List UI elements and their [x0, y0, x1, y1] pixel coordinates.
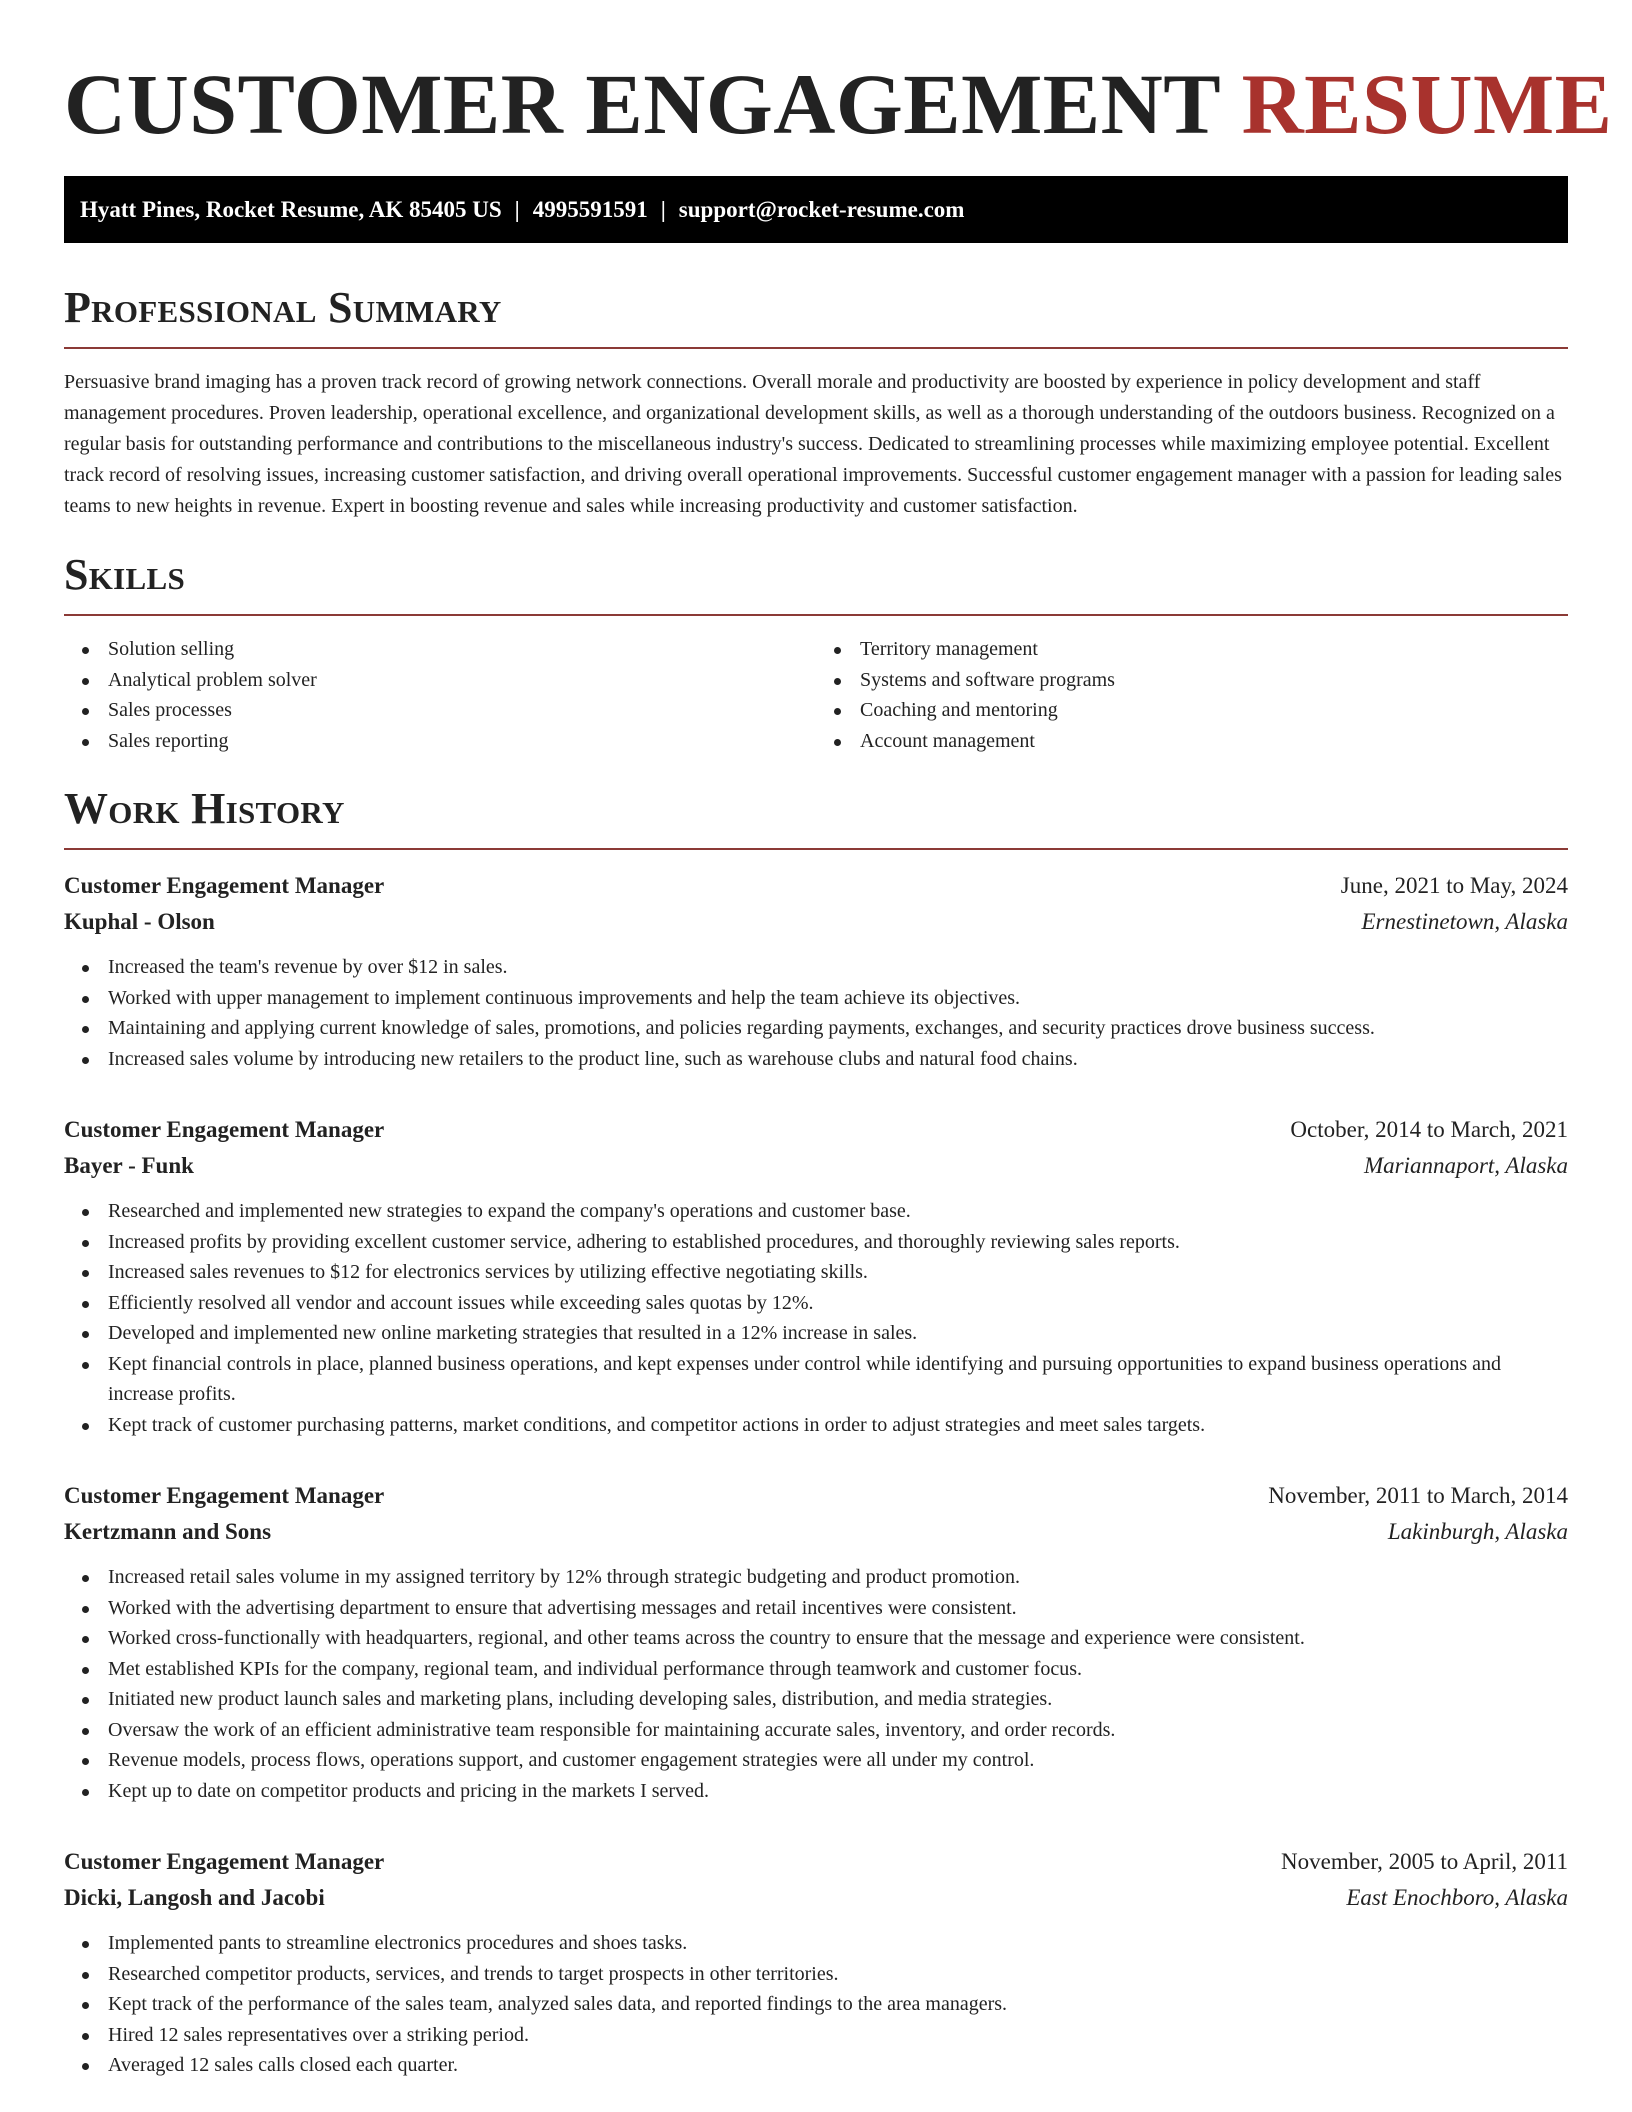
job-bullet: Hired 12 sales representatives over a striking period. — [64, 2020, 1568, 2051]
job-location: East Enochboro, Alaska — [1346, 1885, 1568, 1910]
job-dates: October, 2014 to March, 2021 — [1290, 1117, 1568, 1142]
skill-item: Systems and software programs — [816, 665, 1568, 696]
section-heading-summary: Professional Summary — [64, 283, 502, 332]
skill-item: Coaching and mentoring — [816, 695, 1568, 726]
job-bullets — [64, 952, 1568, 1074]
section-heading-work-history: Work History — [64, 784, 345, 833]
skill-item: Sales processes — [64, 695, 816, 726]
job-entry — [64, 868, 1568, 1074]
job-company: Kertzmann and Sons — [64, 1519, 272, 1544]
job-bullet: Increased sales revenues to $12 for electronics services by utilizing effective negotiating skills. — [64, 1257, 1568, 1288]
skills-section — [64, 550, 1568, 756]
contact-bar — [64, 176, 1568, 243]
skill-item: Analytical problem solver — [64, 665, 816, 696]
job-bullet: Met established KPIs for the company, regional team, and individual performance through teamwork and customer focus. — [64, 1654, 1568, 1685]
section-divider — [64, 347, 1568, 349]
job-company: Kuphal - Olson — [64, 909, 215, 934]
contact-separator: | — [660, 197, 666, 222]
section-divider — [64, 614, 1568, 616]
job-entry — [64, 1844, 1568, 2081]
title-accent: RESUME — [1241, 56, 1613, 152]
job-title-row — [64, 868, 1568, 904]
skill-item: Solution selling — [64, 634, 816, 665]
job-title: Customer Engagement Manager — [64, 1117, 385, 1142]
job-location: Lakinburgh, Alaska — [1387, 1519, 1568, 1544]
job-title: Customer Engagement Manager — [64, 873, 385, 898]
skill-item: Sales reporting — [64, 726, 816, 757]
job-bullet: Kept up to date on competitor products and pricing in the markets I served. — [64, 1776, 1568, 1807]
job-dates: June, 2021 to May, 2024 — [1340, 873, 1568, 898]
job-bullet: Increased profits by providing excellent customer service, adhering to established procedures, and thoroughly reviewing sales reports. — [64, 1227, 1568, 1258]
summary-text: Persuasive brand imaging has a proven track record of growing network connections. Overall morale and productivity are boosted by experience in policy development and staff management procedures. Proven leadership, operational excellence, and organizational development skills, as well as a thorough understanding of the outdoors business. Recognized on a regular basis for outstanding performance and contributions to the miscellaneous industry's success. Dedicated to streamlining processes while maximizing employee potential. Excellent track record of resolving issues, increasing customer satisfaction, and driving overall operational improvements. Successful customer engagement manager with a passion for leading sales teams to new heights in revenue. Expert in boosting revenue and sales while increasing productivity and customer satisfaction. — [64, 371, 1562, 517]
job-bullet: Oversaw the work of an efficient administrative team responsible for maintaining accurate sales, inventory, and order records. — [64, 1715, 1568, 1746]
job-title-row — [64, 1112, 1568, 1148]
skills-list-left — [64, 634, 816, 756]
skill-item: Account management — [816, 726, 1568, 757]
section-divider — [64, 848, 1568, 850]
job-company-row — [64, 1514, 1568, 1550]
title-main: CUSTOMER ENGAGEMENT — [64, 56, 1220, 152]
job-bullets — [64, 1562, 1568, 1806]
job-bullet: Increased retail sales volume in my assigned territory by 12% through strategic budgeting and product promotion. — [64, 1562, 1568, 1593]
job-bullet: Kept track of customer purchasing patterns, market conditions, and competitor actions in order to adjust strategies and meet sales targets. — [64, 1410, 1568, 1441]
job-bullet: Increased the team's revenue by over $12 in sales. — [64, 952, 1568, 983]
job-company-row — [64, 1880, 1568, 1916]
job-location: Mariannaport, Alaska — [1363, 1153, 1568, 1178]
job-entry — [64, 1112, 1568, 1440]
job-bullet: Worked with the advertising department to ensure that advertising messages and retail incentives were consistent. — [64, 1593, 1568, 1624]
job-company-row — [64, 1148, 1568, 1184]
job-bullet: Kept track of the performance of the sales team, analyzed sales data, and reported findings to the area managers. — [64, 1989, 1568, 2020]
job-location: Ernestinetown, Alaska — [1361, 909, 1568, 934]
contact-separator: | — [514, 197, 520, 222]
job-company: Bayer - Funk — [64, 1153, 194, 1178]
job-dates: November, 2011 to March, 2014 — [1268, 1483, 1568, 1508]
job-title-row — [64, 1844, 1568, 1880]
professional-summary-section — [64, 283, 1568, 522]
job-bullet: Maintaining and applying current knowledge of sales, promotions, and policies regarding payments, exchanges, and security practices drove business success. — [64, 1013, 1568, 1044]
contact-address: Hyatt Pines, Rocket Resume, AK 85405 US — [80, 197, 502, 222]
skills-list-right — [816, 634, 1568, 756]
job-entry — [64, 1478, 1568, 1806]
contact-phone[interactable]: 4995591591 — [532, 197, 648, 222]
resume-title — [64, 0, 1613, 156]
job-company: Dicki, Langosh and Jacobi — [64, 1885, 325, 1910]
job-title-row — [64, 1478, 1568, 1514]
job-bullet: Kept financial controls in place, planned business operations, and kept expenses under control while identifying and pursuing opportunities to expand business operations and increase profits. — [64, 1349, 1568, 1410]
job-dates: November, 2005 to April, 2011 — [1281, 1849, 1568, 1874]
contact-email[interactable]: support@rocket-resume.com — [678, 197, 965, 222]
job-title: Customer Engagement Manager — [64, 1849, 385, 1874]
job-bullet: Developed and implemented new online marketing strategies that resulted in a 12% increase in sales. — [64, 1318, 1568, 1349]
job-bullet: Worked with upper management to implement continuous improvements and help the team achieve its objectives. — [64, 983, 1568, 1014]
job-title: Customer Engagement Manager — [64, 1483, 385, 1508]
work-history-section — [64, 784, 1568, 2081]
job-company-row — [64, 904, 1568, 940]
job-bullet: Implemented pants to streamline electronics procedures and shoes tasks. — [64, 1928, 1568, 1959]
job-bullet: Initiated new product launch sales and marketing plans, including developing sales, distribution, and media strategies. — [64, 1684, 1568, 1715]
job-bullet: Increased sales volume by introducing new retailers to the product line, such as warehouse clubs and natural food chains. — [64, 1044, 1568, 1075]
section-heading-skills: Skills — [64, 550, 186, 599]
job-bullet: Researched competitor products, services, and trends to target prospects in other territories. — [64, 1959, 1568, 1990]
job-bullet: Revenue models, process flows, operations support, and customer engagement strategies were all under my control. — [64, 1745, 1568, 1776]
job-bullet: Averaged 12 sales calls closed each quarter. — [64, 2050, 1568, 2081]
job-bullet: Researched and implemented new strategies to expand the company's operations and customer base. — [64, 1196, 1568, 1227]
job-bullet: Efficiently resolved all vendor and account issues while exceeding sales quotas by 12%. — [64, 1288, 1568, 1319]
job-bullets — [64, 1928, 1568, 2081]
skills-columns — [64, 634, 1568, 756]
job-bullet: Worked cross-functionally with headquarters, regional, and other teams across the country to ensure that the message and experience were consistent. — [64, 1623, 1568, 1654]
job-bullets — [64, 1196, 1568, 1440]
skill-item: Territory management — [816, 634, 1568, 665]
